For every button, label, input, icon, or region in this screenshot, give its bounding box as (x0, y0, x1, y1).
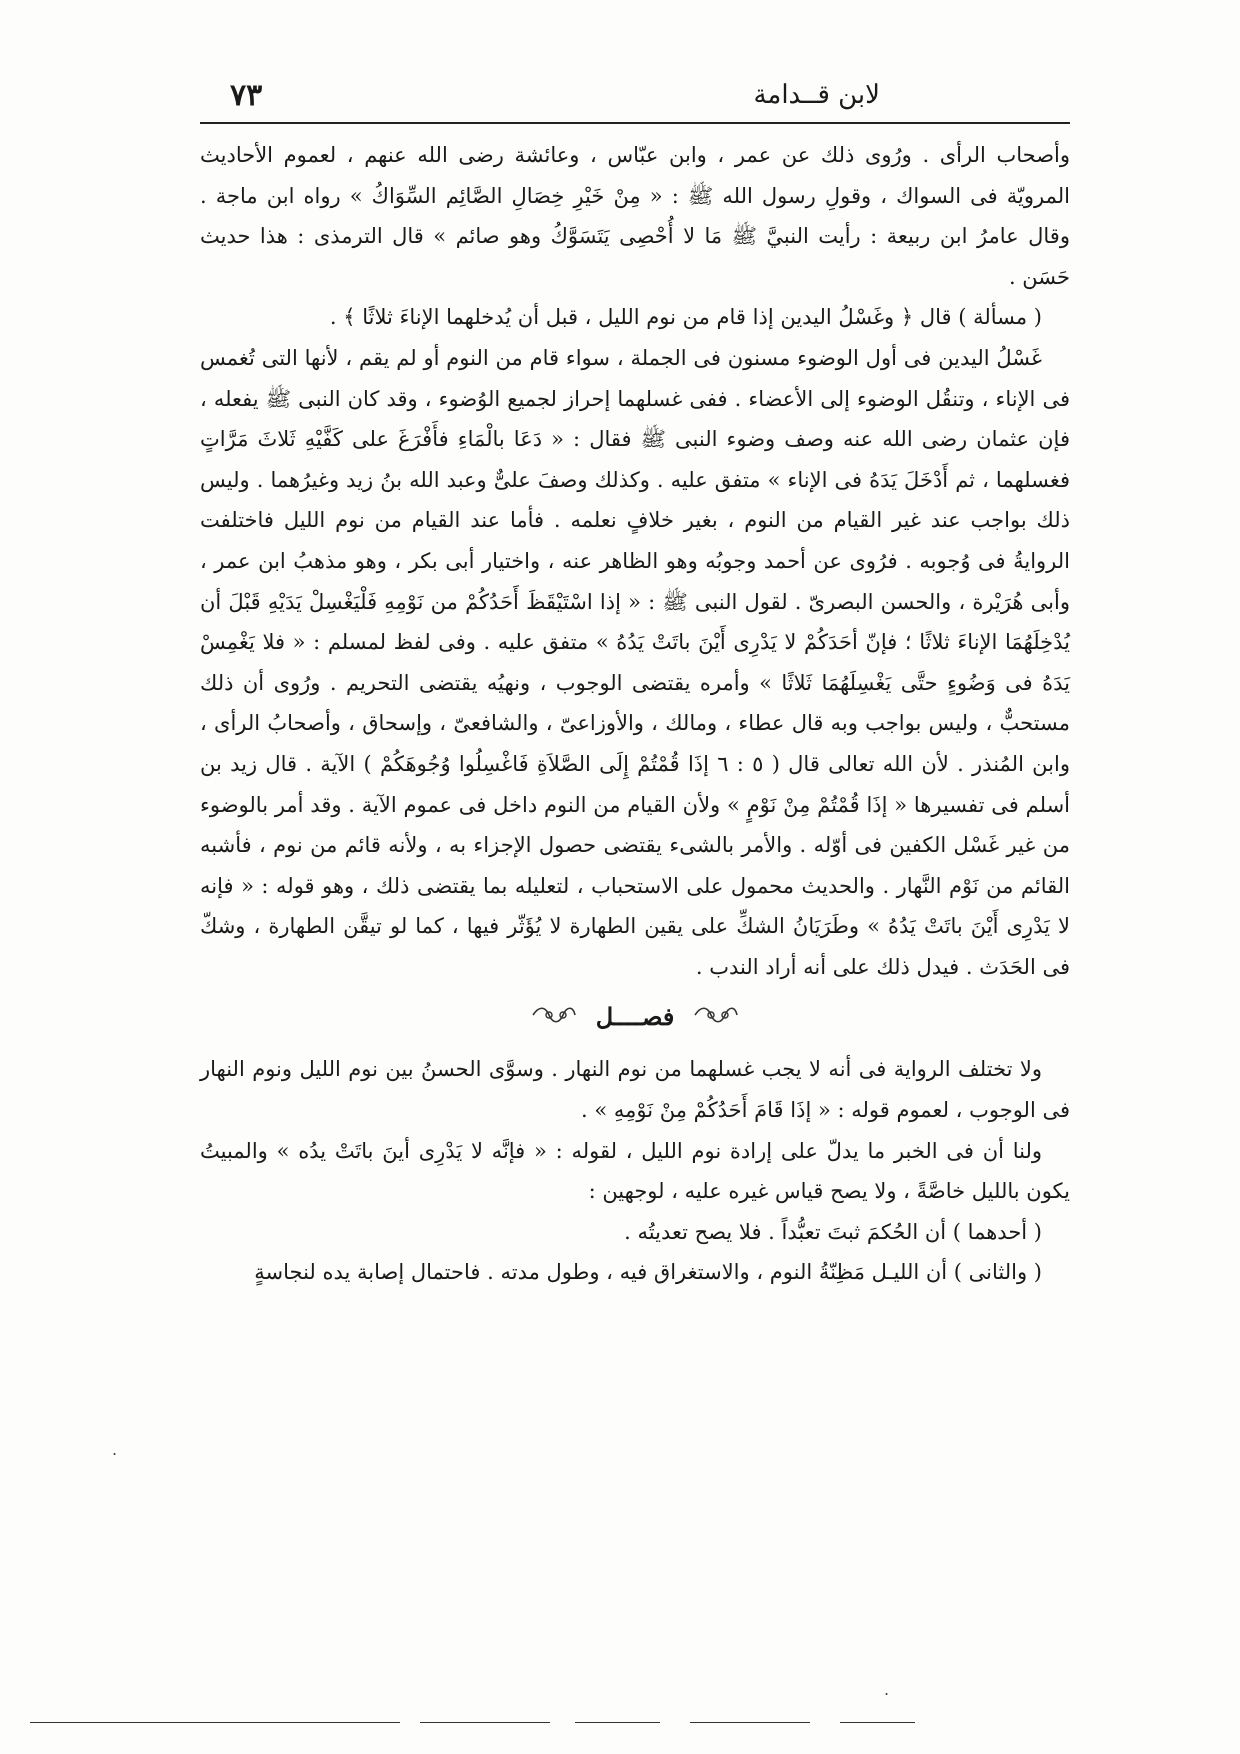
footer-rules (0, 1722, 1240, 1732)
arabesque-ornament-icon (693, 999, 739, 1039)
masala-statement: ( مسألة ) قال ﴿ وغَسْلُ اليدين إذا قام من نوم الليل ، قبل أن يُدخلهما الإناءَ ثلاثًا ﴾ . (329, 305, 1042, 330)
footer-rule (575, 1722, 660, 1723)
running-title: لابن قــدامة (753, 80, 880, 110)
footer-rule (840, 1722, 915, 1723)
paragraph: وأصحاب الرأى . ورُوى ذلك عن عمر ، وابن عبّاس ، وعائشة رضى الله عنهم ، لعموم الأحاديث المرويّة فى السواك ، وقولِ رسول الله ﷺ : « مِنْ خَيْرِ خِصَالِ الصَّائِم السِّوَاكُ » رواه ابن ماجة . وقال عامرُ ابن ربيعة : رأيت النبيَّ ﷺ مَا لا أُحْصِى يَتَسَوَّكُ وهو صائم » قال الترمذى : هذا حديث حَسَن . (200, 143, 1070, 289)
arabesque-ornament-icon (531, 999, 577, 1039)
header-rule (200, 122, 1070, 124)
paragraph: ولنا أن فى الخبر ما يدلّ على إرادة نوم الليل ، لقوله : « فإنَّه لا يَدْرِى أينَ باتَتْ يدُه » والمبيتُ يكون بالليل خاصَّةً ، ولا يصح قياس غيره عليه ، لوجهين : (200, 1138, 1070, 1204)
paragraph: ولا تختلف الرواية فى أنه لا يجب غسلهما من نوم النهار . وسوَّى الحسنُ بين نوم الليل ونوم النهار فى الوجوب ، لعموم قوله : « إذَا قَامَ أَحَدُكُمْ مِنْ نَوْمِهِ » . (200, 1057, 1070, 1123)
paragraph: غَسْلُ اليدين فى أول الوضوء مسنون فى الجملة ، سواء قام من النوم أو لم يقم ، لأنها التى تُغمس فى الإناء ، وتنقُل الوضوء إلى الأعضاء . ففى غسلهما إحراز لجميع الوُضوء ، وقد كان النبى ﷺ يفعله ، فإن عثمان رضى الله عنه وصف وضوء النبى ﷺ فقال : « دَعَا بالْمَاءِ فأَفْرَغَ على كَفَّيْهِ ثَلاثَ مَرَّاتٍ فغسلهما ، ثم أَدْخَلَ يَدَهُ فى الإناء » متفق عليه . وكذلك وصفَ علىٌّ وعبد الله بنُ زيد وغيرُهما . وليس ذلك بواجب عند غير القيام من النوم ، بغير خلافٍ نعلمه . فأما عند القيام من نوم الليل فاختلفت الروايةُ فى وُجوبه . فرُوى عن أحمد وجوبُه وهو الظاهر عنه ، واختيار أبى بكر ، وهو مذهبُ ابن عمر ، وأبى هُرَيْرة ، والحسن البصرىّ . لقول النبى ﷺ : « إذا اسْتَيْقَظَ أَحَدُكُمْ من نَوْمِهِ فَلْيَغْسِلْ يَدَيْهِ قَبْلَ أن يُدْخِلَهُمَا الإناءَ ثلاثًا ؛ فإنّ أحَدَكُمْ لا يَدْرِى أَيْنَ باتَتْ يَدُهُ » متفق عليه . وفى لفظ لمسلم : « فلا يَغْمِسْ يَدَهُ فى وَضُوءٍ حتَّى يَغْسِلَهُمَا ثَلاثًا » وأمره يقتضى الوجوب ، ونهيُه يقتضى التحريم . ورُوى أن ذلك مستحبٌّ ، وليس بواجب وبه قال عطاء ، ومالك ، والأوزاعىّ ، والشافعىّ ، وإسحاق ، وأصحابُ الرأى ، وابن المُنذر . لأن الله تعالى قال ( ٥ : ٦ إذَا قُمْتُمْ إِلَى الصَّلاَةِ فَاغْسِلُوا وُجُوهَكُمْ ) الآية . قال زيد بن أسلم فى تفسيرها « إذَا قُمْتُمْ مِنْ نَوْمٍ » ولأن القيام من النوم داخل فى عموم الآية . وقد أمر بالوضوء من غير غَسْل الكفين فى أوّله . والأمر بالشىء يقتضى حصول الإجزاء به ، ولأنه قائم من نوم ، فأشبه القائم من نَوْم النَّهار . والحديث محمول على الاستحباب ، لتعليله بما يقتضى ذلك ، وهو قوله : « فإنه لا يَدْرِى أَيْنَ باتَتْ يَدُهُ » وطَرَيَانُ الشكِّ على يقين الطهارة لا يُؤَثّر فيها ، كما لو تيقَّن الطهارة ، وشكّ فى الحَدَث . فيدل ذلك على أنه أراد الندب . (200, 345, 1070, 979)
enumerated-point: ( والثانى ) أن الليـل مَظِنّةُ النوم ، والاستغراق فيه ، وطول مدته . فاحتمال إصابة يده لنجاسةٍ (254, 1260, 1042, 1285)
footer-rule (30, 1722, 400, 1723)
fasl-heading (200, 997, 1070, 1037)
body-text (200, 135, 1070, 1293)
scan-mark: . (112, 1440, 118, 1459)
page-header (200, 78, 1070, 118)
footer-rule (420, 1722, 550, 1723)
scan-mark: . (884, 1680, 890, 1699)
page-number: ٧٣ (230, 78, 263, 113)
enumerated-point: ( أحدهما ) أن الحُكمَ ثبتَ تعبُّداً . فلا يصح تعديتُه . (624, 1219, 1042, 1244)
fasl-title: فصــــل (595, 1002, 675, 1032)
footer-rule (690, 1722, 810, 1723)
